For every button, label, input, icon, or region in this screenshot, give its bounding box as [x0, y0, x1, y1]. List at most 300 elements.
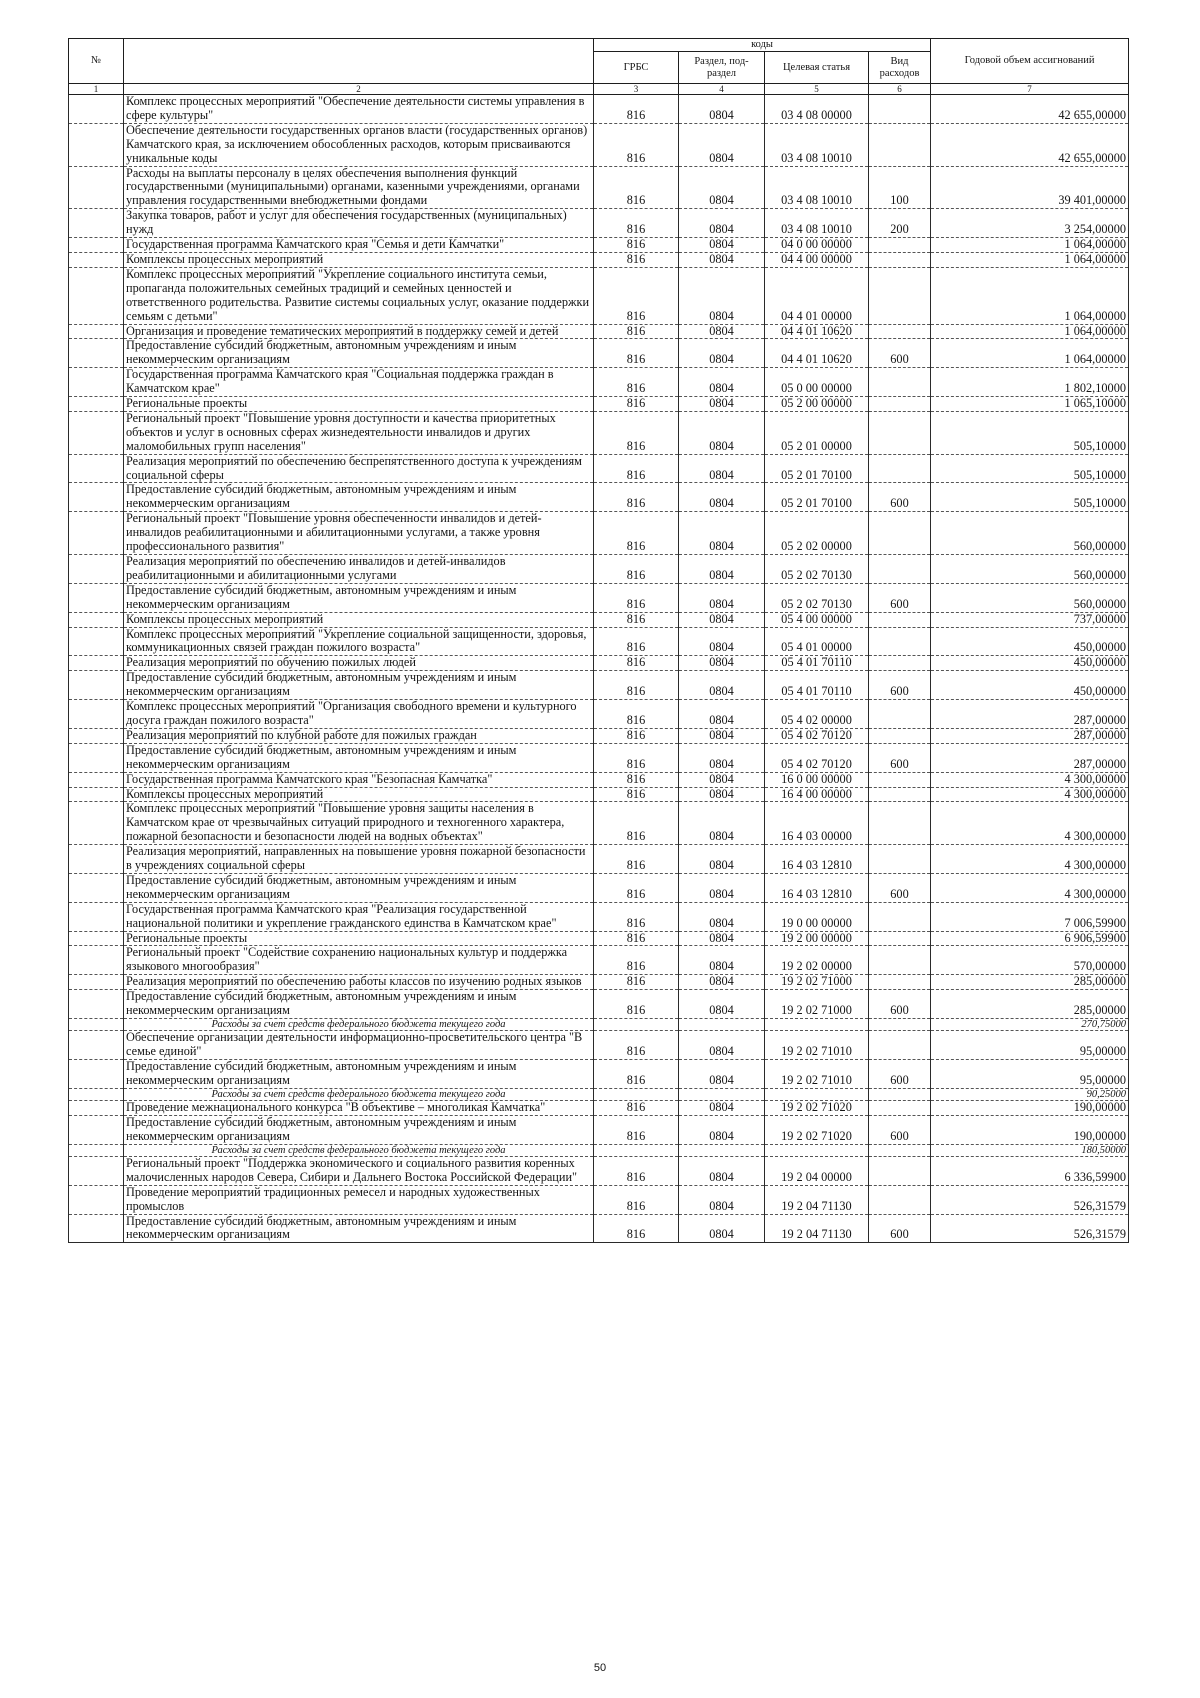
header-razdel: Раздел, под-раздел [679, 52, 765, 84]
row-sum-cell: 737,00000 [931, 612, 1129, 627]
row-tselevaya-cell: 16 4 03 12810 [765, 845, 869, 874]
row-vid-cell [869, 324, 931, 339]
row-num-cell [69, 1185, 124, 1214]
row-razdel-cell [679, 1088, 765, 1100]
table-row [69, 583, 1129, 612]
row-grbs-cell: 816 [594, 397, 679, 412]
table-row [69, 209, 1129, 238]
table-row [69, 728, 1129, 743]
table-row [69, 166, 1129, 209]
row-tselevaya-cell: 19 2 04 00000 [765, 1156, 869, 1185]
row-vid-cell [869, 1031, 931, 1060]
table-row [69, 700, 1129, 729]
row-name-cell: Предоставление субсидий бюджетным, автономным учреждениям и иным некоммерческим организациям [124, 339, 594, 368]
row-vid-cell [869, 1088, 931, 1100]
header-obem: Годовой объем ассигнований [931, 39, 1129, 84]
row-grbs-cell: 816 [594, 583, 679, 612]
row-num-cell [69, 209, 124, 238]
row-num-cell [69, 1060, 124, 1089]
federal-budget-row [69, 1019, 1129, 1031]
row-tselevaya-cell [765, 1144, 869, 1156]
row-num-cell [69, 123, 124, 166]
row-grbs-cell: 816 [594, 787, 679, 802]
row-name-cell: Организация и проведение тематических мероприятий в поддержку семей и детей [124, 324, 594, 339]
row-num-cell [69, 1115, 124, 1144]
row-sum-cell: 287,00000 [931, 700, 1129, 729]
row-vid-cell: 600 [869, 743, 931, 772]
row-sum-cell: 4 300,00000 [931, 772, 1129, 787]
row-sum-cell: 570,00000 [931, 946, 1129, 975]
row-num-cell [69, 612, 124, 627]
table-row [69, 656, 1129, 671]
row-tselevaya-cell: 05 2 02 70130 [765, 555, 869, 584]
table-row [69, 454, 1129, 483]
row-razdel-cell: 0804 [679, 656, 765, 671]
header-tselevaya: Целевая статья [765, 52, 869, 84]
row-grbs-cell: 816 [594, 772, 679, 787]
row-razdel-cell [679, 1144, 765, 1156]
row-grbs-cell: 816 [594, 1101, 679, 1116]
row-sum-cell: 95,00000 [931, 1031, 1129, 1060]
row-sum-cell: 285,00000 [931, 975, 1129, 990]
table-row [69, 975, 1129, 990]
row-name-cell: Комплексы процессных мероприятий [124, 787, 594, 802]
row-vid-cell [869, 656, 931, 671]
row-tselevaya-cell: 04 4 01 10620 [765, 324, 869, 339]
row-grbs-cell: 816 [594, 1156, 679, 1185]
row-tselevaya-cell: 05 4 02 70120 [765, 743, 869, 772]
row-vid-cell [869, 267, 931, 324]
row-vid-cell [869, 772, 931, 787]
row-vid-cell [869, 123, 931, 166]
table-row [69, 1185, 1129, 1214]
row-num-cell [69, 656, 124, 671]
row-razdel-cell: 0804 [679, 1115, 765, 1144]
row-num-cell [69, 1144, 124, 1156]
row-razdel-cell: 0804 [679, 873, 765, 902]
row-sum-cell: 505,10000 [931, 454, 1129, 483]
row-num-cell [69, 802, 124, 845]
row-vid-cell [869, 802, 931, 845]
row-tselevaya-cell: 05 2 00 00000 [765, 397, 869, 412]
row-vid-cell [869, 728, 931, 743]
table-row [69, 267, 1129, 324]
row-num-cell [69, 166, 124, 209]
row-name-cell: Региональный проект "Повышение уровня доступности и качества приоритетных объектов и услуг в основных сферах жизнедеятельности инвалидов и других маломобильных групп населения" [124, 411, 594, 454]
row-name-cell: Комплекс процессных мероприятий "Повышение уровня защиты населения в Камчатском крае от чрезвычайных ситуаций природного и техногенного характера, пожарной безопасности и безопасности людей на водных объектах" [124, 802, 594, 845]
table-row [69, 339, 1129, 368]
row-name-cell: Предоставление субсидий бюджетным, автономным учреждениям и иным некоммерческим организациям [124, 743, 594, 772]
table-row [69, 772, 1129, 787]
table-row [69, 238, 1129, 253]
row-tselevaya-cell: 19 2 02 71000 [765, 975, 869, 990]
row-vid-cell [869, 252, 931, 267]
row-razdel-cell: 0804 [679, 728, 765, 743]
table-row [69, 512, 1129, 555]
row-vid-cell [869, 902, 931, 931]
row-tselevaya-cell: 03 4 08 10010 [765, 166, 869, 209]
row-grbs-cell: 816 [594, 873, 679, 902]
table-row [69, 1115, 1129, 1144]
row-grbs-cell: 816 [594, 512, 679, 555]
row-tselevaya-cell: 16 0 00 00000 [765, 772, 869, 787]
table-row [69, 397, 1129, 412]
table-row [69, 627, 1129, 656]
row-razdel-cell: 0804 [679, 700, 765, 729]
row-sum-cell: 287,00000 [931, 728, 1129, 743]
row-vid-cell [869, 1101, 931, 1116]
table-row [69, 1060, 1129, 1089]
row-grbs-cell: 816 [594, 454, 679, 483]
row-name-cell: Расходы за счет средств федерального бюджета текущего года [124, 1019, 594, 1031]
table-row [69, 411, 1129, 454]
row-tselevaya-cell: 19 2 04 71130 [765, 1185, 869, 1214]
table-row [69, 902, 1129, 931]
federal-budget-row [69, 1144, 1129, 1156]
header-col-number: 1 [69, 84, 124, 95]
row-name-cell: Региональный проект "Повышение уровня обеспеченности инвалидов и детей-инвалидов реабилитационными и абилитационными услугами, а также уровня профессионального развития" [124, 512, 594, 555]
row-sum-cell: 270,75000 [931, 1019, 1129, 1031]
header-vid: Вид расходов [869, 52, 931, 84]
row-tselevaya-cell: 05 2 01 70100 [765, 483, 869, 512]
row-vid-cell [869, 845, 931, 874]
row-grbs-cell: 816 [594, 902, 679, 931]
row-grbs-cell: 816 [594, 252, 679, 267]
row-sum-cell: 560,00000 [931, 555, 1129, 584]
row-num-cell [69, 671, 124, 700]
row-razdel-cell: 0804 [679, 583, 765, 612]
row-name-cell: Государственная программа Камчатского края "Реализация государственной национальной политики и укрепление гражданского единства в Камчатском крае" [124, 902, 594, 931]
row-razdel-cell: 0804 [679, 990, 765, 1019]
row-name-cell: Реализация мероприятий по обеспечению беспрепятственного доступа к учреждениям социальной сферы [124, 454, 594, 483]
row-tselevaya-cell: 16 4 03 12810 [765, 873, 869, 902]
row-sum-cell: 287,00000 [931, 743, 1129, 772]
row-tselevaya-cell: 03 4 08 10010 [765, 209, 869, 238]
header-col-number: 2 [124, 84, 594, 95]
row-num-cell [69, 1101, 124, 1116]
row-razdel-cell: 0804 [679, 772, 765, 787]
row-tselevaya-cell: 05 4 01 70110 [765, 671, 869, 700]
row-sum-cell: 3 254,00000 [931, 209, 1129, 238]
row-razdel-cell: 0804 [679, 1185, 765, 1214]
row-tselevaya-cell: 05 2 01 70100 [765, 454, 869, 483]
table-row [69, 555, 1129, 584]
row-name-cell: Реализация мероприятий по клубной работе для пожилых граждан [124, 728, 594, 743]
row-sum-cell: 1 064,00000 [931, 252, 1129, 267]
row-sum-cell: 1 065,10000 [931, 397, 1129, 412]
header-col-number: 6 [869, 84, 931, 95]
row-tselevaya-cell: 04 4 01 00000 [765, 267, 869, 324]
row-grbs-cell: 816 [594, 483, 679, 512]
header-col-number: 7 [931, 84, 1129, 95]
row-name-cell: Региональный проект "Поддержка экономического и социального развития коренных малочисленных народов Севера, Сибири и Дальнего Востока Российской Федерации" [124, 1156, 594, 1185]
row-razdel-cell: 0804 [679, 1156, 765, 1185]
table-row [69, 1156, 1129, 1185]
row-vid-cell: 200 [869, 209, 931, 238]
row-grbs-cell: 816 [594, 95, 679, 123]
row-name-cell: Предоставление субсидий бюджетным, автономным учреждениям и иным некоммерческим организациям [124, 873, 594, 902]
row-name-cell: Государственная программа Камчатского края "Семья и дети Камчатки" [124, 238, 594, 253]
row-grbs-cell: 816 [594, 1214, 679, 1243]
row-tselevaya-cell [765, 1088, 869, 1100]
row-razdel-cell: 0804 [679, 238, 765, 253]
row-name-cell: Расходы за счет средств федерального бюджета текущего года [124, 1144, 594, 1156]
row-razdel-cell: 0804 [679, 339, 765, 368]
table-header [68, 38, 1129, 95]
row-razdel-cell: 0804 [679, 1060, 765, 1089]
row-grbs-cell: 816 [594, 1031, 679, 1060]
row-tselevaya-cell: 05 4 01 70110 [765, 656, 869, 671]
row-sum-cell: 505,10000 [931, 483, 1129, 512]
row-sum-cell: 190,00000 [931, 1101, 1129, 1116]
row-num-cell [69, 990, 124, 1019]
row-tselevaya-cell: 05 2 01 00000 [765, 411, 869, 454]
row-razdel-cell: 0804 [679, 1101, 765, 1116]
row-razdel-cell: 0804 [679, 802, 765, 845]
row-tselevaya-cell: 19 2 04 71130 [765, 1214, 869, 1243]
row-sum-cell: 4 300,00000 [931, 845, 1129, 874]
row-name-cell: Проведение межнационального конкурса "В объективе – многоликая Камчатка" [124, 1101, 594, 1116]
row-num-cell [69, 627, 124, 656]
table-row [69, 1214, 1129, 1243]
row-razdel-cell: 0804 [679, 975, 765, 990]
row-name-cell: Государственная программа Камчатского края "Социальная поддержка граждан в Камчатском крае" [124, 368, 594, 397]
row-tselevaya-cell: 03 4 08 00000 [765, 95, 869, 123]
row-grbs-cell: 816 [594, 166, 679, 209]
row-name-cell: Реализация мероприятий по обеспечению инвалидов и детей-инвалидов реабилитационными и абилитационными услугами [124, 555, 594, 584]
row-razdel-cell: 0804 [679, 1214, 765, 1243]
row-num-cell [69, 339, 124, 368]
table-row [69, 743, 1129, 772]
row-vid-cell: 600 [869, 339, 931, 368]
row-vid-cell [869, 931, 931, 946]
header-grbs: ГРБС [594, 52, 679, 84]
row-num-cell [69, 728, 124, 743]
row-sum-cell: 90,25000 [931, 1088, 1129, 1100]
row-name-cell: Комплексы процессных мероприятий [124, 252, 594, 267]
row-name-cell: Обеспечение деятельности государственных органов власти (государственных органов) Камчатского края, за исключением обособленных расходов, которым присваиваются уникальные коды [124, 123, 594, 166]
row-grbs-cell: 816 [594, 946, 679, 975]
row-grbs-cell: 816 [594, 728, 679, 743]
table-row [69, 990, 1129, 1019]
row-razdel-cell: 0804 [679, 397, 765, 412]
row-vid-cell [869, 1185, 931, 1214]
row-tselevaya-cell: 05 0 00 00000 [765, 368, 869, 397]
row-vid-cell: 100 [869, 166, 931, 209]
row-num-cell [69, 555, 124, 584]
row-vid-cell: 600 [869, 483, 931, 512]
row-vid-cell: 600 [869, 583, 931, 612]
row-name-cell: Региональный проект "Содействие сохранению национальных культур и поддержка языкового многообразия" [124, 946, 594, 975]
row-num-cell [69, 700, 124, 729]
row-sum-cell: 560,00000 [931, 512, 1129, 555]
row-grbs-cell: 816 [594, 1115, 679, 1144]
row-sum-cell: 560,00000 [931, 583, 1129, 612]
row-sum-cell: 7 006,59900 [931, 902, 1129, 931]
row-name-cell: Комплекс процессных мероприятий "Укрепление социального института семьи, пропаганда положительных семейных традиций и семейных ценностей и ответственного родительства. Развитие системы социальных услуг, оказание поддержки семьям с детьми" [124, 267, 594, 324]
row-razdel-cell: 0804 [679, 612, 765, 627]
table-row [69, 946, 1129, 975]
row-sum-cell: 6 906,59900 [931, 931, 1129, 946]
row-sum-cell: 95,00000 [931, 1060, 1129, 1089]
row-vid-cell [869, 787, 931, 802]
row-grbs-cell: 816 [594, 368, 679, 397]
row-sum-cell: 450,00000 [931, 656, 1129, 671]
header-col-number: 4 [679, 84, 765, 95]
row-num-cell [69, 397, 124, 412]
row-razdel-cell: 0804 [679, 123, 765, 166]
row-grbs-cell: 816 [594, 123, 679, 166]
row-num-cell [69, 483, 124, 512]
row-name-cell: Региональные проекты [124, 397, 594, 412]
row-name-cell: Обеспечение организации деятельности информационно-просветительского центра "В семье единой" [124, 1031, 594, 1060]
table-row [69, 1101, 1129, 1116]
row-num-cell [69, 454, 124, 483]
row-sum-cell: 6 336,59900 [931, 1156, 1129, 1185]
table-row [69, 931, 1129, 946]
row-name-cell: Предоставление субсидий бюджетным, автономным учреждениям и иным некоммерческим организациям [124, 671, 594, 700]
row-razdel-cell: 0804 [679, 209, 765, 238]
row-sum-cell: 526,31579 [931, 1214, 1129, 1243]
row-razdel-cell: 0804 [679, 627, 765, 656]
row-razdel-cell [679, 1019, 765, 1031]
row-sum-cell: 505,10000 [931, 411, 1129, 454]
row-num-cell [69, 772, 124, 787]
row-tselevaya-cell: 04 4 01 10620 [765, 339, 869, 368]
table-row [69, 368, 1129, 397]
row-vid-cell: 600 [869, 873, 931, 902]
row-razdel-cell: 0804 [679, 671, 765, 700]
table-row [69, 787, 1129, 802]
row-grbs-cell: 816 [594, 324, 679, 339]
row-grbs-cell: 816 [594, 656, 679, 671]
row-razdel-cell: 0804 [679, 267, 765, 324]
row-grbs-cell: 816 [594, 845, 679, 874]
federal-budget-row [69, 1088, 1129, 1100]
row-vid-cell [869, 95, 931, 123]
row-name-cell: Региональные проекты [124, 931, 594, 946]
header-col-number: 3 [594, 84, 679, 95]
row-name-cell: Предоставление субсидий бюджетным, автономным учреждениям и иным некоммерческим организациям [124, 483, 594, 512]
row-razdel-cell: 0804 [679, 555, 765, 584]
row-grbs-cell: 816 [594, 267, 679, 324]
row-vid-cell: 600 [869, 671, 931, 700]
row-num-cell [69, 512, 124, 555]
row-grbs-cell: 816 [594, 555, 679, 584]
row-name-cell: Расходы за счет средств федерального бюджета текущего года [124, 1088, 594, 1100]
row-sum-cell: 39 401,00000 [931, 166, 1129, 209]
row-tselevaya-cell [765, 1019, 869, 1031]
row-vid-cell [869, 238, 931, 253]
table-row [69, 324, 1129, 339]
row-num-cell [69, 946, 124, 975]
row-name-cell: Закупка товаров, работ и услуг для обеспечения государственных (муниципальных) нужд [124, 209, 594, 238]
row-num-cell [69, 1156, 124, 1185]
row-vid-cell [869, 1019, 931, 1031]
row-sum-cell: 285,00000 [931, 990, 1129, 1019]
row-grbs-cell [594, 1144, 679, 1156]
row-grbs-cell: 816 [594, 990, 679, 1019]
row-name-cell: Реализация мероприятий по обеспечению работы классов по изучению родных языков [124, 975, 594, 990]
row-sum-cell: 526,31579 [931, 1185, 1129, 1214]
row-name-cell: Комплексы процессных мероприятий [124, 612, 594, 627]
row-vid-cell: 600 [869, 1115, 931, 1144]
row-vid-cell [869, 700, 931, 729]
row-tselevaya-cell: 19 2 00 00000 [765, 931, 869, 946]
row-name-cell: Комплекс процессных мероприятий "Обеспечение деятельности системы управления в сфере культуры" [124, 95, 594, 123]
row-tselevaya-cell: 19 2 02 71000 [765, 990, 869, 1019]
row-name-cell: Предоставление субсидий бюджетным, автономным учреждениям и иным некоммерческим организациям [124, 1214, 594, 1243]
row-name-cell: Предоставление субсидий бюджетным, автономным учреждениям и иным некоммерческим организациям [124, 583, 594, 612]
row-tselevaya-cell: 19 2 02 00000 [765, 946, 869, 975]
row-grbs-cell [594, 1019, 679, 1031]
row-vid-cell: 600 [869, 1214, 931, 1243]
row-vid-cell [869, 1144, 931, 1156]
row-num-cell [69, 902, 124, 931]
row-num-cell [69, 1214, 124, 1243]
row-tselevaya-cell: 04 4 00 00000 [765, 252, 869, 267]
row-vid-cell [869, 612, 931, 627]
row-razdel-cell: 0804 [679, 1031, 765, 1060]
row-vid-cell [869, 946, 931, 975]
row-name-cell: Предоставление субсидий бюджетным, автономным учреждениям и иным некоммерческим организациям [124, 1115, 594, 1144]
row-vid-cell [869, 411, 931, 454]
row-vid-cell [869, 627, 931, 656]
row-vid-cell [869, 555, 931, 584]
row-razdel-cell: 0804 [679, 454, 765, 483]
row-vid-cell: 600 [869, 1060, 931, 1089]
row-grbs-cell: 816 [594, 931, 679, 946]
row-tselevaya-cell: 19 2 02 71020 [765, 1115, 869, 1144]
row-grbs-cell: 816 [594, 1060, 679, 1089]
row-num-cell [69, 1031, 124, 1060]
row-grbs-cell [594, 1088, 679, 1100]
row-tselevaya-cell: 05 4 02 00000 [765, 700, 869, 729]
row-num-cell [69, 411, 124, 454]
row-name-cell: Расходы на выплаты персоналу в целях обеспечения выполнения функций государственными (муниципальными) органами, казенными учреждениями, органами управления государственными внебюджетными фондами [124, 166, 594, 209]
row-grbs-cell: 816 [594, 700, 679, 729]
row-sum-cell: 42 655,00000 [931, 123, 1129, 166]
row-name-cell: Реализация мероприятий по обучению пожилых людей [124, 656, 594, 671]
row-tselevaya-cell: 05 4 01 00000 [765, 627, 869, 656]
row-tselevaya-cell: 19 2 02 71020 [765, 1101, 869, 1116]
row-num-cell [69, 787, 124, 802]
row-name-cell: Комплекс процессных мероприятий "Организация свободного времени и культурного досуга граждан пожилого возраста" [124, 700, 594, 729]
row-vid-cell [869, 454, 931, 483]
row-razdel-cell: 0804 [679, 252, 765, 267]
table-body [68, 95, 1129, 1243]
row-num-cell [69, 583, 124, 612]
row-sum-cell: 4 300,00000 [931, 873, 1129, 902]
row-num-cell [69, 238, 124, 253]
row-grbs-cell: 816 [594, 1185, 679, 1214]
row-name-cell: Предоставление субсидий бюджетным, автономным учреждениям и иным некоммерческим организациям [124, 1060, 594, 1089]
row-grbs-cell: 816 [594, 671, 679, 700]
row-grbs-cell: 816 [594, 238, 679, 253]
header-name [124, 39, 594, 84]
row-sum-cell: 4 300,00000 [931, 787, 1129, 802]
row-grbs-cell: 816 [594, 411, 679, 454]
row-num-cell [69, 931, 124, 946]
row-tselevaya-cell: 05 4 02 70120 [765, 728, 869, 743]
row-sum-cell: 1 064,00000 [931, 339, 1129, 368]
row-grbs-cell: 816 [594, 209, 679, 238]
row-sum-cell: 1 064,00000 [931, 324, 1129, 339]
budget-table-page [68, 38, 1128, 1243]
row-tselevaya-cell: 03 4 08 10010 [765, 123, 869, 166]
row-razdel-cell: 0804 [679, 512, 765, 555]
row-sum-cell: 450,00000 [931, 671, 1129, 700]
